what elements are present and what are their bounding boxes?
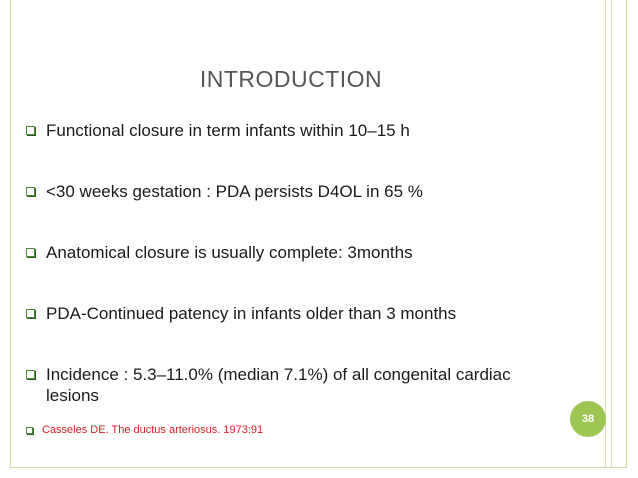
- reference-citation: [20, 424, 263, 436]
- bullet-text: Functional closure in term infants within 10–15 h: [46, 121, 410, 140]
- slide-title: INTRODUCTION: [199, 66, 383, 92]
- bullet-text: <30 weeks gestation : PDA persists D4OL in 65 %: [46, 182, 423, 201]
- checkbox-bullet-icon: [26, 427, 33, 434]
- frame-decor-line: [611, 0, 612, 467]
- bullet-item: [20, 120, 580, 141]
- bullet-item: [20, 303, 580, 324]
- frame-decor-line: [605, 0, 606, 467]
- checkbox-bullet-icon: [26, 309, 35, 318]
- page-number: 38: [581, 413, 595, 425]
- page-number-badge: [570, 401, 606, 437]
- reference-text: Casseles DE. The ductus arteriosus. 1973:91: [42, 424, 264, 436]
- checkbox-bullet-icon: [26, 126, 35, 135]
- checkbox-bullet-icon: [26, 187, 35, 196]
- bullet-item: [20, 364, 565, 406]
- bullet-item: [20, 242, 580, 263]
- bullet-text: Incidence : 5.3–11.0% (median 7.1%) of all congenital cardiac lesions: [46, 365, 511, 405]
- checkbox-bullet-icon: [26, 248, 35, 257]
- bullet-text: PDA-Continued patency in infants older than 3 months: [46, 304, 457, 323]
- checkbox-bullet-icon: [26, 370, 35, 379]
- bullet-item: [20, 181, 580, 202]
- bullet-text: Anatomical closure is usually complete: 3months: [46, 243, 413, 262]
